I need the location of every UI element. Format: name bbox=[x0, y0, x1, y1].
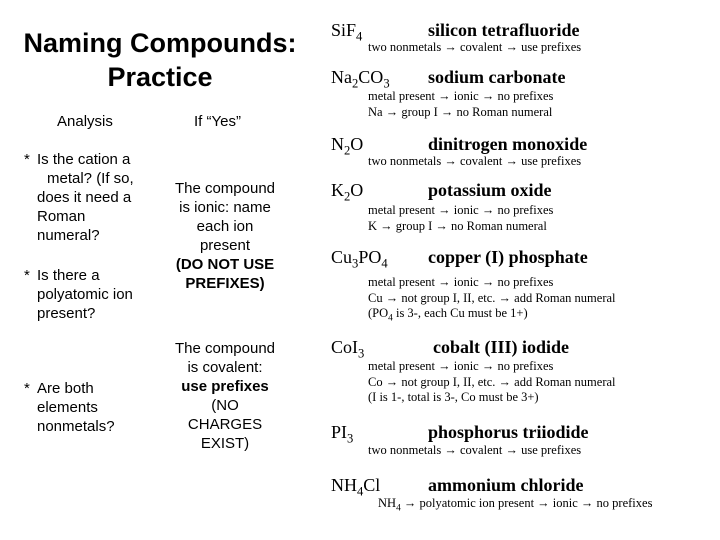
compound-reasoning bbox=[368, 443, 581, 459]
question-line: Is there a bbox=[37, 267, 100, 284]
answer-line: CHARGES bbox=[187, 416, 263, 433]
answer-line: (NO bbox=[211, 397, 239, 414]
answer-line: is ionic: name bbox=[179, 199, 271, 216]
question-line: numeral? bbox=[37, 227, 100, 244]
question-text bbox=[37, 266, 133, 323]
reasoning-line: ($PO_4$ is 3-, each Cu must be 1+) bbox=[368, 306, 528, 324]
slide-title bbox=[0, 26, 320, 94]
compound-formula: CoI$_3$ bbox=[331, 337, 365, 361]
reasoning-line: Cu → not group I, II, etc. → add Roman numeral bbox=[368, 290, 616, 305]
question-bullet: * bbox=[24, 380, 30, 397]
compound-name: copper (I) phosphate bbox=[428, 247, 588, 267]
compound-name: cobalt (III) iodide bbox=[433, 337, 570, 357]
question-line: present? bbox=[37, 305, 96, 322]
reasoning-line: Co → not group I, II, etc. → add Roman numeral bbox=[368, 374, 616, 389]
answer-line: The compound bbox=[174, 180, 276, 197]
compound-formula: $NH_4Cl$ bbox=[331, 475, 381, 499]
compound-reasoning bbox=[368, 89, 553, 120]
question-text bbox=[37, 150, 134, 245]
compound-formula: $K_2O$ bbox=[331, 180, 364, 204]
answer-covalent bbox=[162, 339, 288, 453]
reasoning-line: $NH_4$ → polyatomic ion present → ionic → no prefixes bbox=[378, 496, 653, 514]
analysis-question-nonmetals bbox=[24, 379, 154, 439]
question-line: Are both bbox=[37, 380, 94, 397]
compound-reasoning bbox=[378, 496, 652, 512]
question-line: polyatomic ion bbox=[37, 286, 133, 303]
question-line: elements bbox=[37, 399, 98, 416]
answer-emphasis: (DO NOT USE bbox=[175, 256, 275, 273]
question-text bbox=[37, 379, 115, 436]
answer-line: The compound bbox=[174, 340, 276, 357]
question-line: Roman bbox=[37, 208, 86, 225]
reasoning-line: metal present → ionic → no prefixes bbox=[368, 89, 554, 103]
compound-formula: $Na_2CO_3$ bbox=[331, 67, 390, 91]
question-line: does it need a bbox=[37, 189, 132, 206]
compound-reasoning bbox=[368, 154, 581, 170]
question-bullet: * bbox=[24, 267, 30, 284]
reasoning-line: metal present → ionic → no prefixes bbox=[368, 359, 554, 373]
answer-line: each ion bbox=[196, 218, 254, 235]
analysis-question-polyatomic bbox=[24, 266, 154, 326]
compound-name: ammonium chloride bbox=[428, 475, 584, 495]
compound-reasoning bbox=[368, 203, 553, 234]
reasoning-line: metal present → ionic → no prefixes bbox=[368, 203, 554, 217]
answer-line: is covalent: bbox=[187, 359, 263, 376]
compound-name: phosphorus triiodide bbox=[428, 422, 589, 442]
compound-formula: $Cu_3PO_4$ bbox=[331, 247, 388, 271]
reasoning-line: two nonmetals → covalent → use prefixes bbox=[368, 40, 582, 54]
title-line-1: Naming Compounds: bbox=[23, 28, 297, 58]
reasoning-line: two nonmetals → covalent → use prefixes bbox=[368, 443, 582, 457]
compound-formula: SiF$_4$ bbox=[331, 20, 363, 44]
reasoning-line: metal present → ionic → no prefixes bbox=[368, 275, 554, 289]
compound-name: sodium carbonate bbox=[428, 67, 566, 87]
reasoning-line: two nonmetals → covalent → use prefixes bbox=[368, 154, 582, 168]
reasoning-line: Na → group I → no Roman numeral bbox=[368, 104, 553, 119]
answer-emphasis: PREFIXES) bbox=[185, 275, 265, 292]
compound-reasoning bbox=[368, 359, 616, 406]
compound-formula: $PI_3$ bbox=[331, 422, 354, 446]
reasoning-line: K → group I → no Roman numeral bbox=[368, 218, 547, 233]
analysis-header: Analysis bbox=[57, 113, 113, 130]
reasoning-line: (I is 1-, total is 3-, Co must be 3+) bbox=[368, 390, 539, 404]
compound-name: silicon tetrafluoride bbox=[428, 20, 580, 40]
compound-reasoning bbox=[368, 275, 616, 322]
if-yes-header: If “Yes” bbox=[194, 113, 241, 130]
compound-name: dinitrogen monoxide bbox=[428, 134, 588, 154]
title-line-2: Practice bbox=[107, 62, 213, 92]
analysis-question-roman-numeral bbox=[24, 150, 154, 250]
question-bullet: * bbox=[24, 151, 30, 168]
question-line: nonmetals? bbox=[37, 418, 115, 435]
answer-ionic bbox=[162, 179, 288, 293]
compound-name: potassium oxide bbox=[428, 180, 552, 200]
answer-emphasis: use prefixes bbox=[181, 378, 269, 395]
compound-formula: $N_2O$ bbox=[331, 134, 364, 158]
question-line: metal? (If so, bbox=[47, 170, 134, 187]
answer-line: present bbox=[199, 237, 251, 254]
compound-reasoning bbox=[368, 40, 581, 56]
answer-line: EXIST) bbox=[200, 435, 250, 452]
question-line: Is the cation a bbox=[37, 151, 131, 168]
